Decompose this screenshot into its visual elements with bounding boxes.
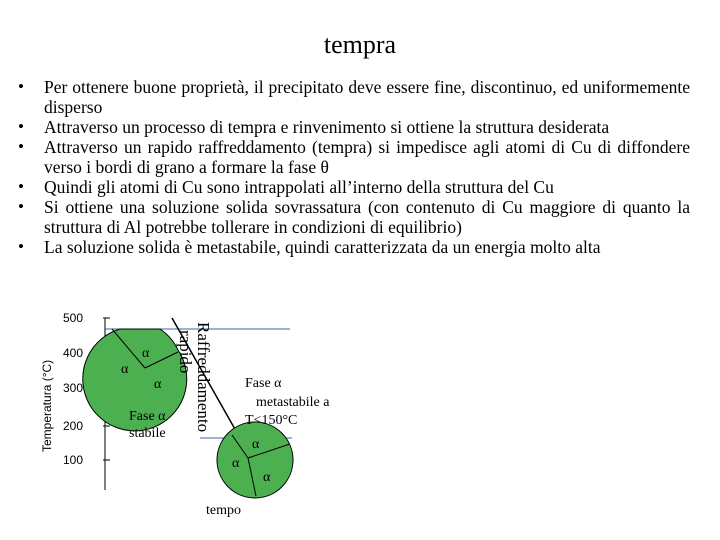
page-title: tempra	[323, 30, 397, 59]
stable-phase-label: Fase α	[129, 409, 166, 424]
bullet-text: Per ottenere buone proprietà, il precipitato deve essere fine, discontinuo, ed uniformemente disperso	[44, 77, 690, 117]
y-tick-label: 500	[63, 311, 84, 325]
alpha-symbol: α	[121, 362, 129, 377]
bullet-item	[18, 137, 690, 177]
bullet-text: Attraverso un rapido raffreddamento (tempra) si impedisce agli atomi di Cu di diffondere verso i bordi di grano a formare la fase θ	[44, 137, 690, 177]
quench-diagram	[0, 300, 720, 540]
alpha-symbol: α	[154, 377, 162, 392]
bullet-item	[18, 237, 690, 257]
bullet-text: Si ottiene una soluzione solida sovrassatura (con contenuto di Cu maggiore di quanto la struttura di Al potrebbe tollerare in condizioni di equilibrio)	[44, 197, 690, 237]
bullet-glyph: •	[18, 197, 24, 216]
alpha-symbol: α	[142, 346, 150, 361]
bullet-item	[18, 197, 690, 237]
metastable-alpha-region	[217, 422, 293, 498]
bullet-text: La soluzione solida è metastabile, quindi caratterizzata da un energia molto alta	[44, 237, 601, 257]
y-tick-label: 400	[63, 346, 84, 360]
bullet-item	[18, 117, 690, 137]
x-axis-label: tempo	[206, 503, 241, 518]
y-axis-label: Temperatura (°C)	[40, 359, 54, 452]
alpha-symbol: α	[263, 470, 271, 485]
bullet-item	[18, 77, 690, 117]
bullet-glyph: •	[18, 237, 24, 256]
quench-label: Raffreddamento	[194, 322, 213, 433]
alpha-symbol: α	[252, 437, 260, 452]
bullet-text: Attraverso un processo di tempra e rinvenimento si ottiene la struttura desiderata	[44, 117, 610, 137]
alpha-symbol: α	[232, 456, 240, 471]
quench-label-rapid: rapido	[176, 330, 195, 374]
bullet-glyph: •	[18, 177, 24, 196]
bullet-glyph: •	[18, 77, 24, 96]
bullet-glyph: •	[18, 117, 24, 136]
stable-phase-label: stabile	[129, 426, 166, 441]
y-tick-label: 100	[63, 453, 84, 467]
y-tick-label: 200	[63, 419, 84, 433]
bullet-item	[18, 177, 690, 197]
bullet-text: Quindi gli atomi di Cu sono intrappolati all’interno della struttura del Cu	[44, 177, 554, 197]
metastable-phase-label: Fase α	[245, 376, 282, 391]
bullet-list	[18, 77, 690, 257]
metastable-phase-label: T<150°C	[245, 413, 298, 428]
y-tick-label: 300	[63, 381, 84, 395]
bullet-glyph: •	[18, 137, 24, 156]
metastable-phase-label: metastabile a	[256, 395, 330, 410]
